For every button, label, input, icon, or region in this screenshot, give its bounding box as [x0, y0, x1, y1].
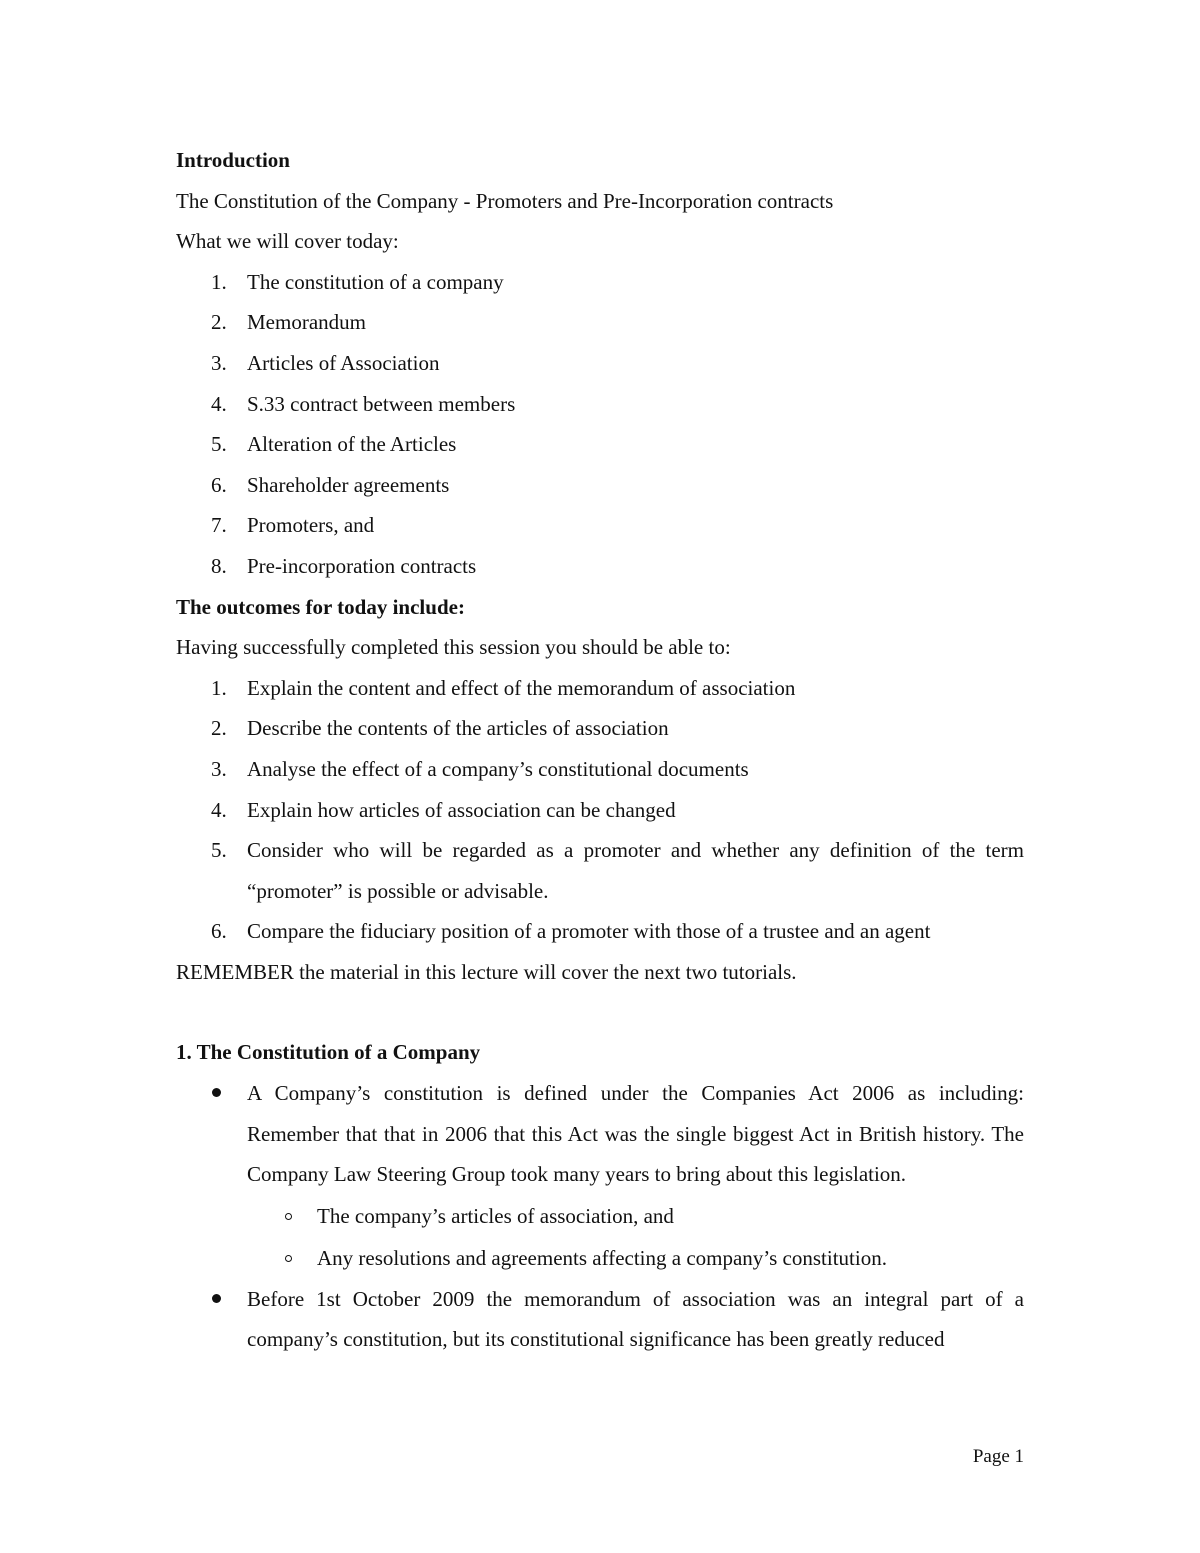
section-bullets [176, 1073, 1024, 1360]
list-text: Analyse the effect of a company’s constitutional documents [247, 756, 749, 781]
list-text: Compare the fiduciary position of a promoter with those of a trustee and an agent [247, 919, 931, 944]
list-text: Explain the content and effect of the memorandum of association [247, 675, 796, 700]
outcomes-heading: The outcomes for today include: [176, 594, 465, 619]
list-number: 6. [211, 919, 227, 944]
list-text: Pre-incorporation contracts [247, 553, 477, 578]
list-text: Consider who will be regarded as a promoter and whether any definition of the term “promoter” is possible or advisable. [247, 838, 1024, 903]
bullet-item [176, 1279, 1024, 1360]
document-page [176, 140, 1024, 1360]
list-item [176, 384, 1024, 425]
circle-bullet-icon [285, 1255, 292, 1262]
bullet-text: A Company’s constitution is defined under the Companies Act 2006 as including: Remember that that in 2006 that this Act was the single biggest Act in British history. The Company Law Steering Group took many years to bring about this legislation. [247, 1081, 1024, 1187]
list-number: 6. [211, 472, 227, 497]
list-number: 3. [211, 350, 227, 375]
list-number: 4. [211, 797, 227, 822]
list-number: 1. [211, 675, 227, 700]
list-text: Describe the contents of the articles of association [247, 716, 669, 741]
cover-lead: What we will cover today: [176, 229, 399, 254]
list-text: Explain how articles of association can be changed [247, 797, 676, 822]
list-item [176, 302, 1024, 343]
list-item [176, 262, 1024, 303]
list-item [176, 546, 1024, 587]
intro-heading: Introduction [176, 148, 290, 172]
page-number: Page 1 [972, 1446, 1024, 1467]
section-heading: 1. The Constitution of a Company [176, 1040, 481, 1065]
list-number: 3. [211, 756, 227, 781]
sub-bullet-text: Any resolutions and agreements affecting a company’s constitution. [317, 1245, 887, 1270]
list-number: 2. [211, 310, 227, 335]
list-text: Memorandum [247, 310, 366, 335]
list-item [176, 749, 1024, 790]
list-text: The constitution of a company [247, 269, 504, 294]
list-text: Alteration of the Articles [247, 432, 457, 457]
list-number: 5. [211, 432, 227, 457]
list-item [176, 343, 1024, 384]
sub-bullets [247, 1195, 1024, 1279]
sub-bullet-text: The company’s articles of association, and [317, 1203, 674, 1228]
list-number: 8. [211, 553, 227, 578]
list-item [176, 790, 1024, 831]
list-text: S.33 contract between members [247, 391, 516, 416]
sub-bullet-item [247, 1195, 1024, 1237]
bullet-icon [212, 1294, 221, 1303]
list-item [176, 424, 1024, 465]
sub-bullet-item [247, 1237, 1024, 1279]
outcomes-lead: Having successfully completed this session you should be able to: [176, 635, 731, 660]
list-number: 2. [211, 716, 227, 741]
cover-list [176, 262, 1024, 587]
bullet-icon [212, 1088, 221, 1097]
list-number: 1. [211, 269, 227, 294]
outcomes-list [176, 668, 1024, 952]
circle-bullet-icon [285, 1213, 292, 1220]
bullet-text: Before 1st October 2009 the memorandum of association was an integral part of a company’s constitution, but its constitutional significance has been greatly reduced [247, 1286, 1024, 1352]
list-number: 5. [211, 838, 227, 863]
list-item [176, 505, 1024, 546]
bullet-item [176, 1073, 1024, 1279]
remember-note: REMEMBER the material in this lecture will cover the next two tutorials. [176, 959, 797, 984]
list-number: 7. [211, 513, 227, 538]
list-item [176, 830, 1024, 911]
list-item [176, 911, 1024, 952]
list-item [176, 465, 1024, 506]
spacer [176, 992, 1024, 1032]
intro-subtitle: The Constitution of the Company - Promoters and Pre-Incorporation contracts [176, 188, 834, 213]
list-item [176, 668, 1024, 709]
list-text: Articles of Association [247, 350, 440, 375]
list-text: Promoters, and [247, 513, 375, 538]
list-number: 4. [211, 391, 227, 416]
list-item [176, 708, 1024, 749]
list-text: Shareholder agreements [247, 472, 450, 497]
